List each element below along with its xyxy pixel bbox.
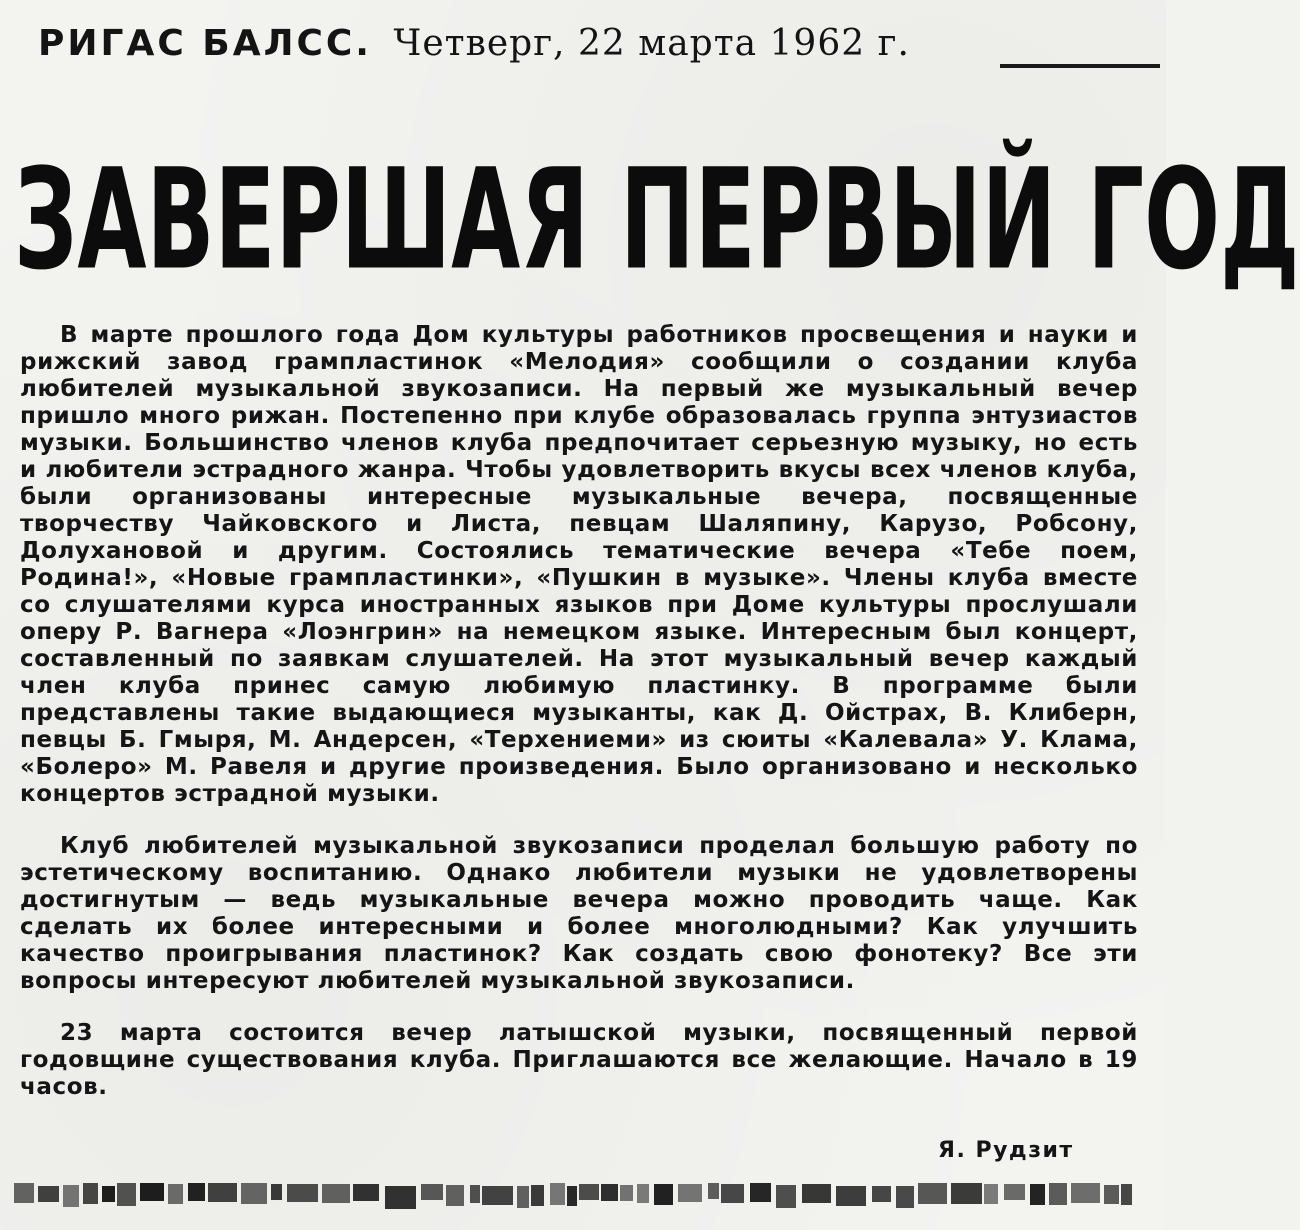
rule-block [117, 1183, 136, 1206]
rule-block [517, 1186, 529, 1208]
rule-block [446, 1185, 464, 1206]
rule-block [601, 1184, 618, 1201]
rule-block [322, 1184, 350, 1203]
footer-decorative-rule [14, 1180, 1140, 1210]
publication-date: Четверг, 22 марта 1962 г. [393, 23, 910, 64]
rule-block [802, 1184, 831, 1203]
article-paragraph-1: В марте прошлого года Дом культуры работников просвещения и науки и рижский завод грампластинок «Мелодия» сообщили о создании клуба любителей музыкальной звукозаписи. На первый же музыкальный вечер пришло много рижан. Постепенно при клубе образовалась группа энтузиастов музыки. Большинство членов клуба предпочитает серьезную музыку, но есть и любители эстрадного жанра. Чтобы удовлетворить вкусы всех членов клуба, были организованы интересные музыкальные вечера, посвященные творчеству Чайковского и Листа, певцам Шаляпину, Карузо, Робсону, Долухановой и другим. Состоялись тематические вечера «Тебе поем, Родина!», «Новые грампластинки», «Пушкин в музыке». Члены клуба вместе со слушателями курса иностранных языков при Доме культуры прослушали оперу Р. Вагнера «Лоэнгрин» на немецком языке. Интересным был концерт, составленный по заявкам слушателей. На этот музыкальный вечер каждый член клуба принес самую любимую пластинку. В программе были представлены такие выдающиеся музыканты, как Д. Ойстрах, В. Клиберн, певцы Б. Гмыря, М. Андерсен, «Терхениеми» из сюиты «Калевала» У. Клама, «Болеро» М. Равеля и другие произведения. Было организовано и несколько концертов эстрадной музыки. [20, 322, 1138, 807]
rule-block [1004, 1184, 1025, 1200]
rule-block [1121, 1184, 1132, 1205]
rule-block [38, 1186, 59, 1202]
rule-block [721, 1184, 744, 1203]
rule-block [470, 1185, 480, 1203]
rule-block [951, 1183, 982, 1204]
article-paragraph-3: 23 марта состоится вечер латышской музыки, посвященный первой годовщине существования клуба. Приглашаются все желающие. Начало в 19 часов. [20, 1020, 1138, 1100]
rule-block [83, 1183, 98, 1204]
rule-block [550, 1183, 565, 1205]
newspaper-name: РИГАС БАЛСС. [38, 23, 372, 64]
rule-block [1030, 1184, 1045, 1205]
rule-block [271, 1184, 282, 1200]
article-signature: Я. Рудзит [938, 1138, 1074, 1163]
article-headline: ЗАВЕРШАЯ ПЕРВЫЙ ГОД [14, 139, 1300, 302]
rule-block [102, 1186, 115, 1202]
rule-block [421, 1184, 443, 1200]
rule-block [385, 1186, 416, 1209]
rule-block [1049, 1183, 1067, 1205]
rule-block [984, 1184, 998, 1204]
footer-rule-pattern [14, 1180, 1140, 1210]
rule-block [531, 1185, 544, 1206]
rule-block [872, 1186, 891, 1202]
rule-block [750, 1183, 771, 1202]
header-rule [1000, 64, 1160, 68]
rule-block [241, 1183, 267, 1204]
rule-block [63, 1185, 79, 1207]
rule-block [208, 1183, 237, 1202]
rule-block [918, 1183, 947, 1204]
rule-block [482, 1186, 513, 1205]
rule-block [896, 1186, 914, 1208]
rule-block [14, 1183, 34, 1203]
rule-block [620, 1185, 633, 1201]
rule-block [140, 1183, 164, 1201]
rule-block [567, 1186, 577, 1206]
rule-block [579, 1184, 599, 1200]
rule-block [678, 1184, 702, 1202]
masthead [38, 22, 910, 64]
rule-block [168, 1184, 183, 1204]
article-body [20, 322, 1138, 1111]
article-paragraph-2: Клуб любителей музыкальной звукозаписи проделал большую работу по эстетическому воспитанию. Однако любители музыки не удовлетворены достигнутым — ведь музыкальные вечера можно проводить чаще. Как сделать их более интересными и более многолюдными? Как улучшить качество проигрывания пластинок? Как создать свою фонотеку? Все эти вопросы интересуют любителей музыкальной звукозаписи. [20, 833, 1138, 994]
rule-block [1071, 1183, 1100, 1203]
rule-block [708, 1183, 719, 1199]
rule-block [287, 1184, 318, 1202]
rule-block [654, 1184, 673, 1205]
rule-block [1104, 1185, 1119, 1204]
rule-block [353, 1184, 379, 1201]
rule-block [188, 1183, 205, 1201]
rule-block [836, 1186, 866, 1206]
rule-block [776, 1185, 796, 1208]
rule-block [637, 1184, 649, 1203]
